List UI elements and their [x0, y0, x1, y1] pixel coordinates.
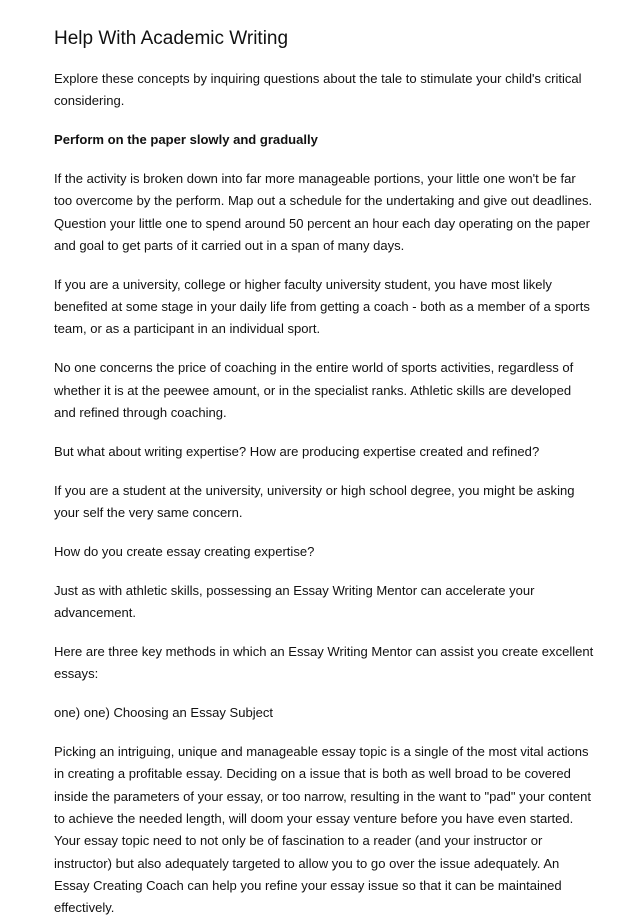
paragraph: Just as with athletic skills, possessing an Essay Writing Mentor can accelerate your advancement.: [54, 582, 535, 621]
list-item-heading: one) one) Choosing an Essay Subject: [54, 705, 274, 721]
paragraph: Explore these concepts by inquiring questions about the tale to stimulate your child's critical considering.: [54, 71, 582, 109]
paragraph: If the activity is broken down into far more manageable portions, your little one won't be far too overcome by the perform. Map out a schedule for the undertaking and give out deadlines. Question your little one to spend around 50 percent an hour each day operating on the paper and goal to get parts of it carried out in a span of many days.: [54, 171, 593, 253]
paragraph: But what about writing expertise? How are producing expertise created and refined?: [54, 443, 540, 459]
paragraph: No one concerns the price of coaching in the entire world of sports activities, regardless of whether it is at the peewee amount, or in the specialist ranks. Athletic skills are developed and refined through coaching.: [54, 360, 574, 420]
paragraph: Here are three key methods in which an Essay Writing Mentor can assist you create excellent essays:: [54, 643, 594, 682]
section-heading: Perform on the paper slowly and gradually: [54, 132, 318, 148]
paragraph: If you are a university, college or higher faculty university student, you have most likely benefited at some stage in your daily life from getting a coach - both as a member of a sports team, or as a participant in an individual sport.: [54, 276, 590, 337]
document-title: Help With Academic Writing: [54, 28, 289, 49]
paragraph: Picking an intriguing, unique and manageable essay topic is a single of the most vital actions in creating a profitable essay. Deciding on a issue that is both as well broad to be covered inside the parameters of your essay, or too narrow, resulting in the want to "pad" your content to achieve the needed length, will doom your essay venture before you have even started. Your essay topic need to not only be of fascination to a reader (and your instructor or instructor) but also adequately targeted to allow you to go over the issue adequately. An Essay Creating Coach can help you refine your essay issue so that it can be maintained effectively.: [54, 744, 591, 916]
paragraph: If you are a student at the university, university or high school degree, you might be asking your self the very same concern.: [54, 482, 575, 521]
paragraph: How do you create essay creating expertise?: [54, 543, 315, 559]
